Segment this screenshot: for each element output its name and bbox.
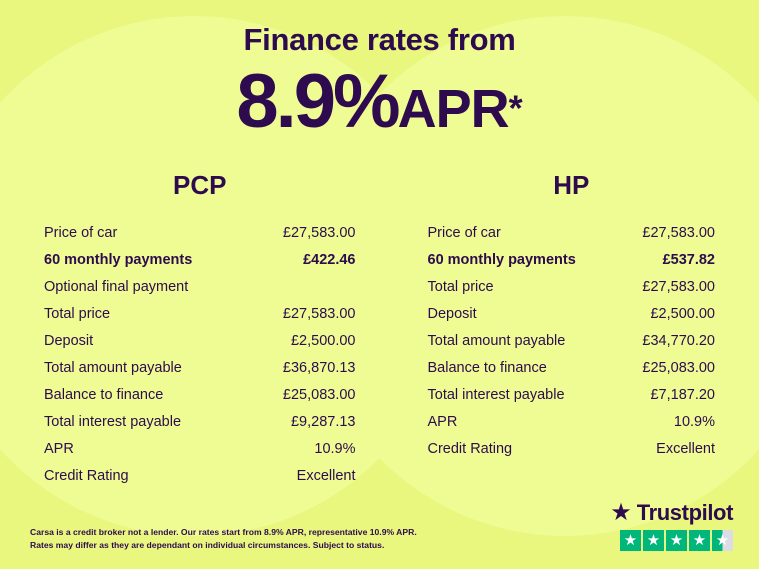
- row-label: Credit Rating: [427, 440, 513, 457]
- trustpilot-star-icon: ★: [610, 499, 632, 526]
- table-row: [428, 354, 716, 381]
- row-label: APR: [44, 440, 74, 457]
- row-value: £36,870.13: [282, 359, 356, 376]
- row-label: Total amount payable: [427, 332, 566, 349]
- row-value: Excellent: [296, 467, 356, 484]
- table-row: [428, 381, 716, 408]
- disclaimer-text: [30, 526, 450, 551]
- finance-column-pcp: [44, 170, 380, 489]
- disclaimer-line-1: Carsa is a credit broker not a lender. Our rates start from 8.9% APR, representative 10.9% APR.: [30, 527, 417, 538]
- row-value: £9,287.13: [290, 413, 356, 430]
- trustpilot-name: Trustpilot: [636, 500, 733, 525]
- row-label: Balance to finance: [44, 386, 164, 403]
- disclaimer-line-2: Rates may differ as they are dependant on individual circumstances. Subject to status.: [30, 539, 385, 550]
- trustpilot-rating-stars: [610, 530, 733, 551]
- table-row: [44, 462, 356, 489]
- row-label: Total interest payable: [44, 413, 182, 430]
- page-title: Finance rates from: [243, 22, 516, 57]
- row-value: £27,583.00: [642, 224, 715, 241]
- row-value: £34,770.20: [642, 332, 715, 349]
- row-value: £27,583.00: [282, 224, 356, 241]
- table-row: [44, 219, 356, 246]
- row-label: Total interest payable: [427, 386, 565, 403]
- row-label: 60 monthly payments: [427, 251, 576, 268]
- star-icon: ★: [620, 530, 641, 551]
- row-label: Deposit: [44, 332, 94, 349]
- finance-column-hp: [380, 170, 716, 489]
- poster-footer: [0, 499, 759, 569]
- star-icon: ★: [643, 530, 664, 551]
- star-icon: ★: [689, 530, 710, 551]
- table-row: [44, 327, 356, 354]
- row-label: Credit Rating: [44, 467, 129, 484]
- row-value: £2,500.00: [650, 305, 715, 322]
- table-row: [44, 381, 356, 408]
- half-star-icon: ★: [712, 530, 733, 551]
- table-row: [428, 408, 716, 435]
- star-icon: ★: [666, 530, 687, 551]
- table-row: [44, 273, 356, 300]
- row-value: £25,083.00: [282, 386, 356, 403]
- row-label: Total price: [44, 305, 111, 322]
- table-row: [428, 273, 716, 300]
- row-value: £422.46: [303, 251, 356, 268]
- table-row: [44, 408, 356, 435]
- trustpilot-badge: [610, 500, 733, 551]
- column-title-pcp: PCP: [173, 170, 227, 200]
- finance-comparison: [0, 170, 759, 489]
- row-value: Excellent: [656, 440, 715, 457]
- rate-number: 8.9%: [236, 59, 398, 144]
- row-label: Total amount payable: [44, 359, 182, 376]
- row-label: Price of car: [427, 224, 501, 241]
- row-label: Price of car: [44, 224, 118, 241]
- row-label: 60 monthly payments: [44, 251, 193, 268]
- row-value: £27,583.00: [642, 278, 715, 295]
- table-row: [428, 219, 716, 246]
- table-row: [428, 435, 716, 462]
- row-value: £25,083.00: [642, 359, 715, 376]
- column-title-hp: HP: [553, 170, 590, 200]
- row-value: £7,187.20: [650, 386, 715, 403]
- row-value: £537.82: [662, 251, 715, 268]
- row-value: £2,500.00: [290, 332, 356, 349]
- table-row: [44, 435, 356, 462]
- trustpilot-logo: [610, 500, 733, 526]
- table-row: [428, 300, 716, 327]
- rate-unit: APR: [397, 79, 509, 139]
- row-value: 10.9%: [673, 413, 715, 430]
- row-label: Deposit: [427, 305, 477, 322]
- table-row: [44, 354, 356, 381]
- row-label: Optional final payment: [44, 278, 189, 295]
- row-value: £27,583.00: [282, 305, 356, 322]
- table-row: [428, 246, 716, 273]
- row-label: Balance to finance: [427, 359, 547, 376]
- rate-asterisk: *: [508, 87, 523, 129]
- headline-rate: [0, 59, 759, 144]
- table-row: [44, 300, 356, 327]
- row-label: APR: [427, 413, 458, 430]
- row-label: Total price: [427, 278, 494, 295]
- row-value: 10.9%: [314, 440, 356, 457]
- table-row: [428, 327, 716, 354]
- table-row: [44, 246, 356, 273]
